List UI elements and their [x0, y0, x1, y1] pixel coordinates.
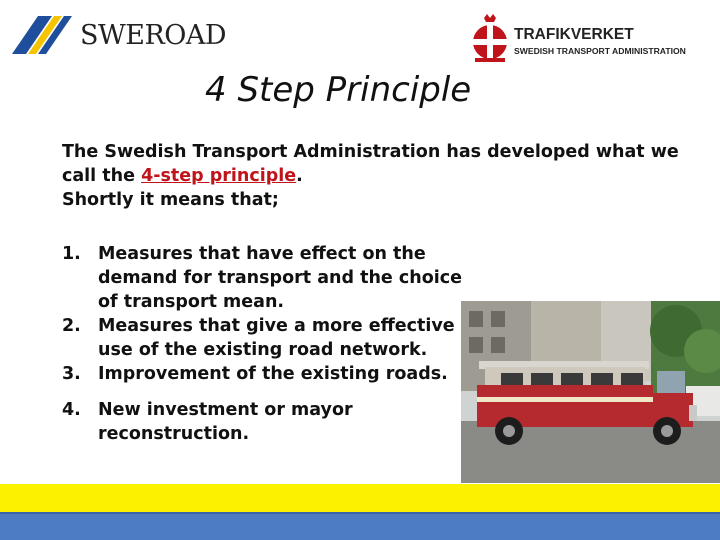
sweroad-emblem-icon	[12, 14, 72, 56]
trafikverket-logo	[470, 14, 715, 64]
slide-title: 4 Step Principle	[205, 70, 472, 110]
footer-blue-band	[0, 512, 720, 540]
step-item-2	[62, 314, 462, 362]
steps-list	[62, 242, 462, 446]
step-item-1	[62, 242, 462, 314]
trafikverket-name: TRAFIKVERKET	[514, 26, 634, 43]
sweroad-logo-text: SWEROAD	[80, 20, 227, 51]
intro-period: .	[296, 166, 303, 186]
sweroad-logo	[12, 14, 227, 56]
step-item-3	[62, 362, 462, 386]
step-text: Improvement of the existing roads.	[98, 364, 448, 384]
step-text: Measures that give a more effective use of the existing road network.	[98, 316, 455, 360]
trafikverket-subtitle: SWEDISH TRANSPORT ADMINISTRATION	[514, 46, 686, 56]
footer-yellow-band	[0, 484, 720, 512]
step-text: Measures that have effect on the demand for transport and the choice of transport mean.	[98, 244, 462, 312]
trafikverket-emblem-icon	[470, 14, 510, 64]
intro-text: The Swedish Transport Administration has developed what we call the	[62, 142, 679, 186]
jeepney-photo	[461, 301, 720, 483]
four-step-principle-link[interactable]: 4-step principle	[141, 166, 297, 186]
step-number: 3.	[62, 364, 81, 384]
intro-paragraph	[62, 140, 682, 212]
step-number: 2.	[62, 316, 81, 336]
step-item-4	[62, 398, 462, 446]
intro-line2: Shortly it means that;	[62, 190, 279, 210]
step-number: 1.	[62, 244, 81, 264]
step-number: 4.	[62, 400, 81, 420]
step-text: New investment or mayor reconstruction.	[98, 400, 353, 444]
